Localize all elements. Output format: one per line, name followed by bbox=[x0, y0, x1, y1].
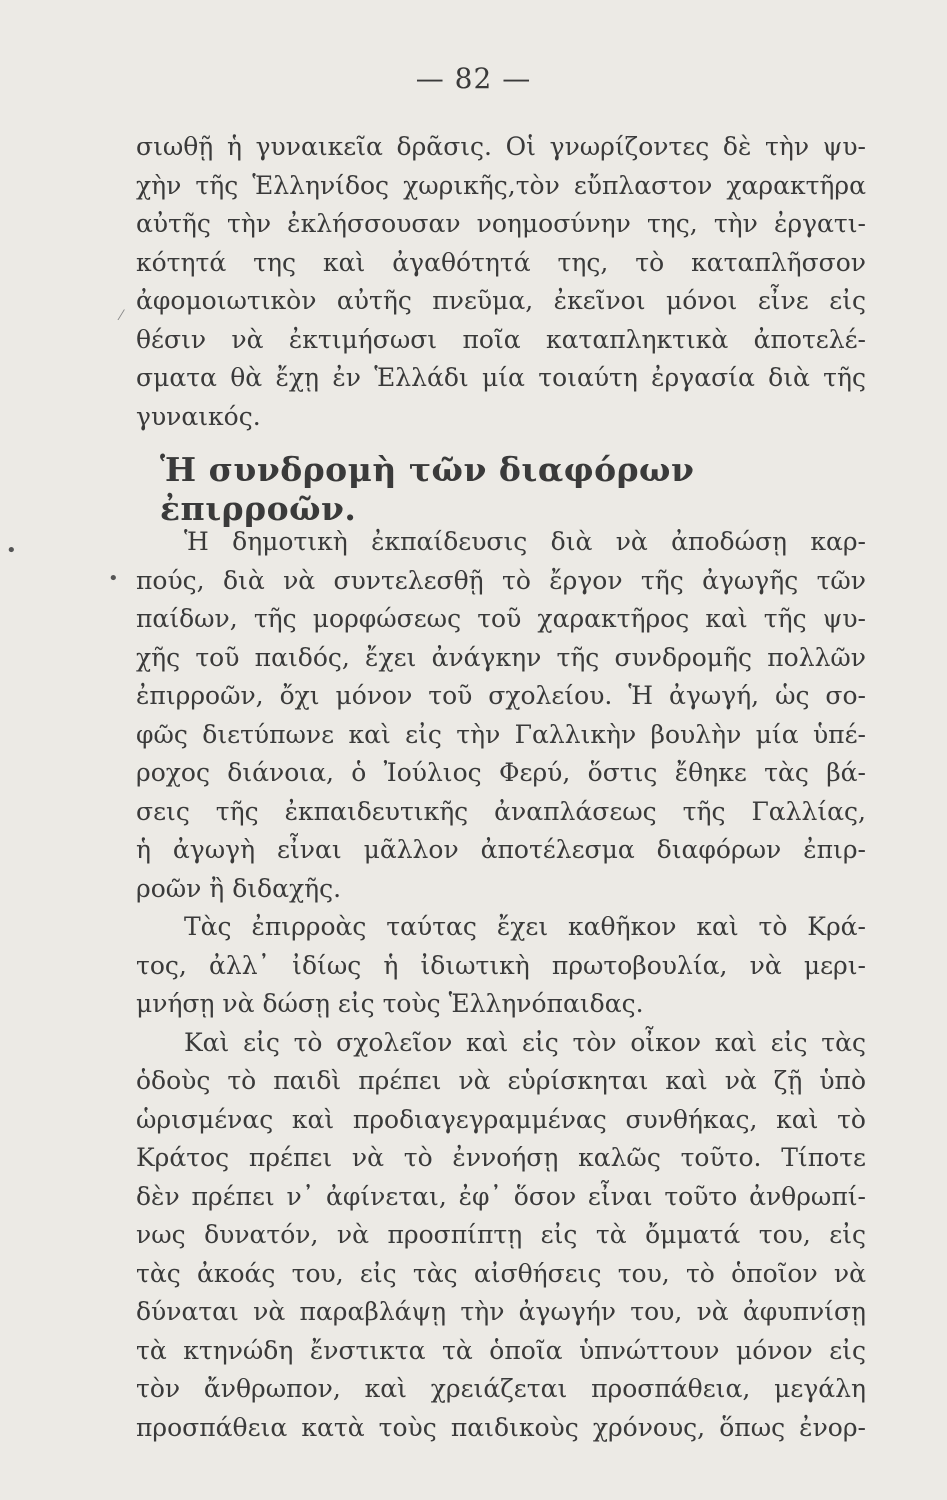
margin-dot-mark: • bbox=[6, 540, 17, 561]
paragraph-top bbox=[136, 128, 866, 436]
text-line: τος, ἀλλ᾽ ἰδίως ἡ ἰδιωτικὴ πρωτοβουλία, νὰ μερι- bbox=[136, 950, 866, 980]
text-line: πούς, διὰ νὰ συντελεσθῇ τὸ ἔργον τῆς ἀγωγῆς τῶν bbox=[136, 565, 866, 595]
text-line: αὐτῆς τὴν ἐκλήσσουσαν νοημοσύνην της, τὴν ἐργατι- bbox=[136, 209, 866, 238]
section-body bbox=[136, 523, 866, 1447]
text-line: σεις τῆς ἐκπαιδευτικῆς ἀναπλάσεως τῆς Γαλλίας, bbox=[136, 796, 866, 826]
text-line: ἡ ἀγωγὴ εἶναι μᾶλλον ἀποτέλεσμα διαφόρων ἐπιρ- bbox=[136, 835, 866, 864]
text-line: χὴν τῆς Ἑλληνίδος χωρικῆς,τὸν εὔπλαστον χαρακτῆρα bbox=[136, 170, 866, 200]
text-line: Καὶ εἰς τὸ σχολεῖον καὶ εἰς τὸν οἶκον καὶ εἰς τὰς bbox=[184, 1027, 866, 1057]
text-line: σιωθῇ ἡ γυναικεῖα δρᾶσις. Οἱ γνωρίζοντες δὲ τὴν ψυ- bbox=[136, 132, 866, 161]
text-line: Τὰς ἐπιρροὰς ταύτας ἔχει καθῆκον καὶ τὸ Κρά- bbox=[184, 912, 866, 941]
margin-tick-mark: ⁄ bbox=[120, 308, 123, 324]
text-line: δύναται νὰ παραβλάψῃ τὴν ἀγωγήν του, νὰ ἀφυπνίσῃ bbox=[136, 1297, 866, 1326]
section-heading: Ἡ συνδρομὴ τῶν διαφόρων ἐπιρροῶν. bbox=[160, 450, 695, 528]
text-line: Κράτος πρέπει νὰ τὸ ἐννοήσῃ καλῶς τοῦτο. Τίποτε bbox=[136, 1143, 866, 1172]
text-line: παίδων, τῆς μορφώσεως τοῦ χαρακτῆρος καὶ τῆς ψυ- bbox=[136, 604, 866, 633]
text-line: σματα θὰ ἔχῃ ἐν Ἑλλάδι μία τοιαύτη ἐργασία διὰ τῆς bbox=[136, 363, 866, 392]
text-line: ροχος διάνοια, ὁ Ἰούλιος Φερύ, ὅστις ἔθηκε τὰς βά- bbox=[136, 758, 866, 787]
margin-dot-mark: • bbox=[108, 568, 119, 589]
text-line: Ἡ δημοτικὴ ἐκπαίδευσις διὰ νὰ ἀποδώσῃ καρ- bbox=[184, 527, 866, 556]
text-line: κότητά της καὶ ἀγαθότητά της, τὸ καταπλῆσσον bbox=[136, 247, 866, 277]
text-line: τὰς ἀκοάς του, εἰς τὰς αἰσθήσεις του, τὸ ὁποῖον νὰ bbox=[136, 1258, 866, 1288]
text-line: ὁδοὺς τὸ παιδὶ πρέπει νὰ εὑρίσκηται καὶ νὰ ζῇ ὑπὸ bbox=[136, 1066, 866, 1095]
text-line: γυναικός. bbox=[136, 401, 261, 431]
text-line: δὲν πρέπει ν᾽ ἀφίνεται, ἐφ᾽ ὅσον εἶναι τοῦτο ἀνθρωπί- bbox=[136, 1181, 866, 1211]
text-line: μνήσῃ νὰ δώσῃ εἰς τοὺς Ἑλληνόπαιδας. bbox=[136, 989, 644, 1018]
text-line: φῶς διετύπωνε καὶ εἰς τὴν Γαλλικὴν βουλὴν μία ὑπέ- bbox=[136, 719, 866, 749]
text-line: τὰ κτηνώδη ἔνστικτα τὰ ὁποῖα ὑπνώττουν μόνον εἰς bbox=[136, 1335, 866, 1365]
text-line: ροῶν ἢ διδαχῆς. bbox=[136, 873, 342, 903]
text-line: προσπάθεια κατὰ τοὺς παιδικοὺς χρόνους, ὅπως ἐνορ- bbox=[136, 1412, 866, 1442]
page-number: — 82 — bbox=[415, 62, 532, 95]
text-line: ἀφομοιωτικὸν αὐτῆς πνεῦμα, ἐκεῖνοι μόνοι εἶνε εἰς bbox=[136, 286, 866, 315]
text-line: τὸν ἄνθρωπον, καὶ χρειάζεται προσπάθεια, μεγάλη bbox=[136, 1374, 866, 1403]
text-line: νως δυνατόν, νὰ προσπίπτῃ εἰς τὰ ὄμματά του, εἰς bbox=[136, 1220, 866, 1249]
text-line: ἐπιρροῶν, ὄχι μόνον τοῦ σχολείου. Ἡ ἀγωγή, ὡς σο- bbox=[136, 681, 866, 710]
text-line: ὡρισμένας καὶ προδιαγεγραμμένας συνθήκας, καὶ τὸ bbox=[136, 1104, 866, 1134]
text-line: θέσιν νὰ ἐκτιμήσωσι ποῖα καταπληκτικὰ ἀποτελέ- bbox=[136, 324, 866, 354]
text-line: χῆς τοῦ παιδός, ἔχει ἀνάγκην τῆς συνδρομῆς πολλῶν bbox=[136, 642, 866, 672]
